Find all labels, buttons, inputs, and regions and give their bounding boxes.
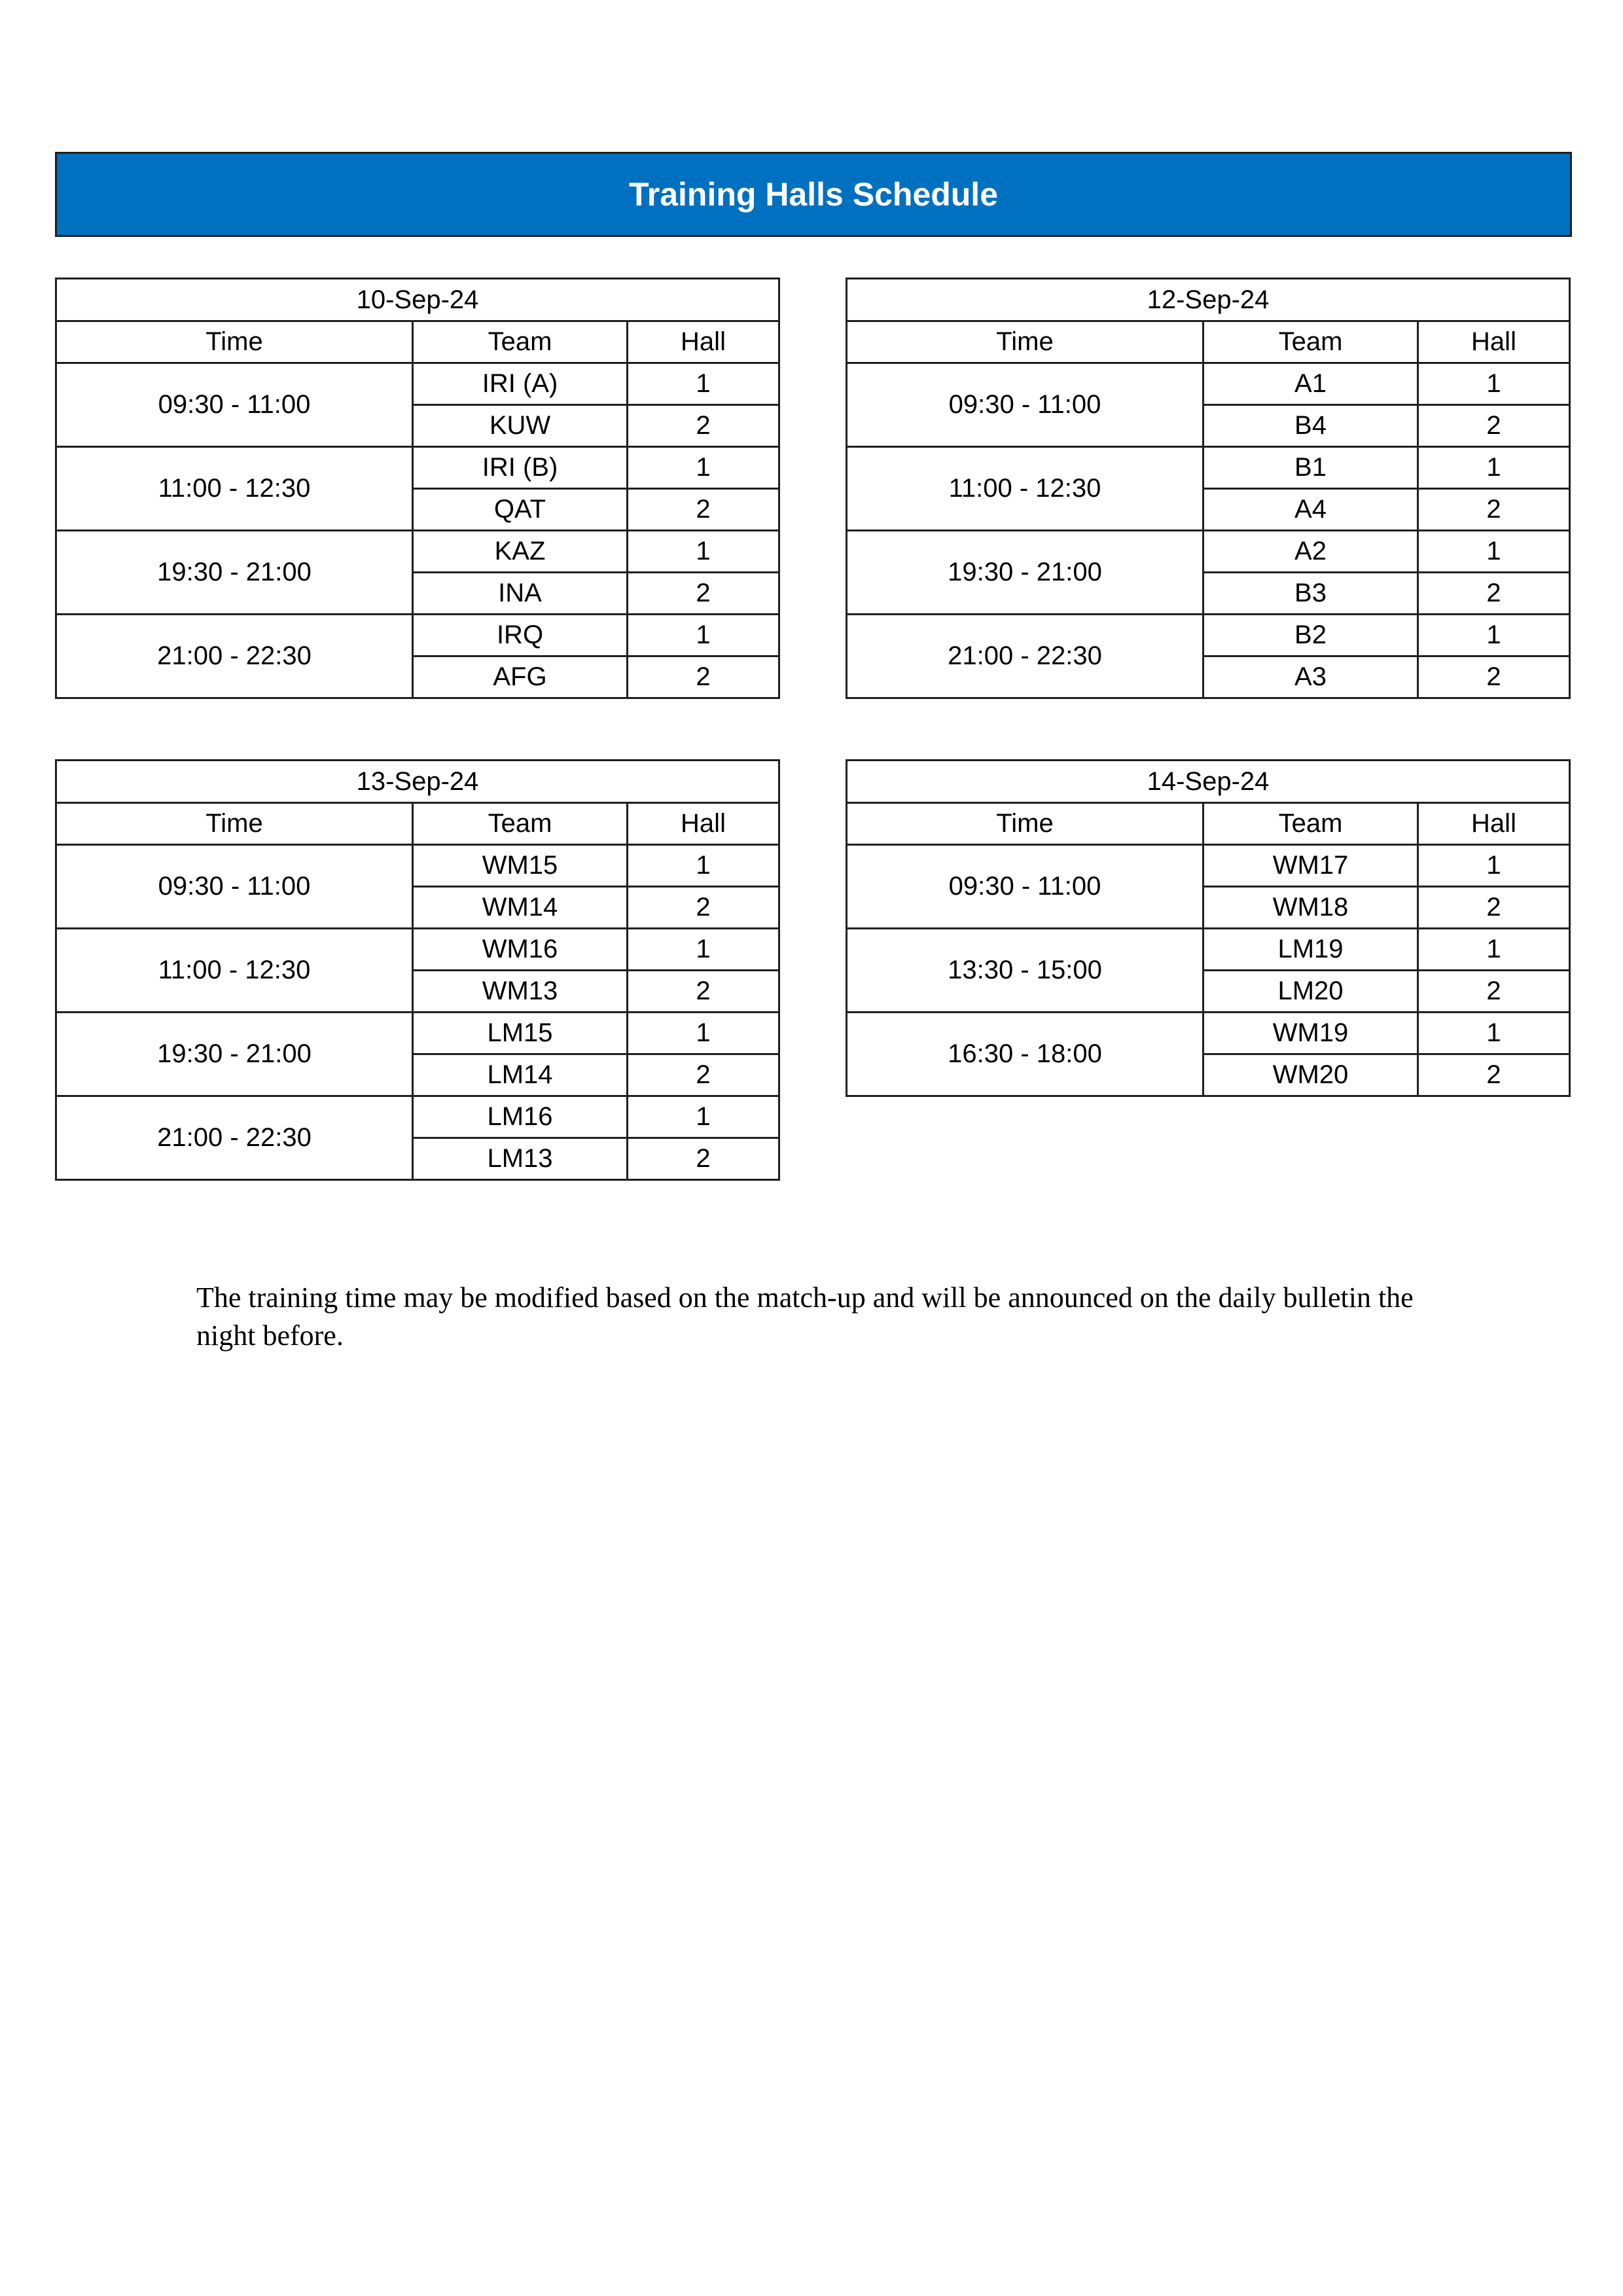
table-row <box>847 845 1570 887</box>
header-row <box>56 321 779 363</box>
table-row <box>847 615 1570 656</box>
table-date: 10-Sep-24 <box>56 279 779 321</box>
page-title: Training Halls Schedule <box>628 176 999 213</box>
hall-cell: 2 <box>628 971 779 1013</box>
hall-cell: 1 <box>1418 929 1570 971</box>
hall-cell: 2 <box>1418 656 1570 698</box>
time-slot: 19:30 - 21:00 <box>847 531 1204 615</box>
table-row <box>56 531 779 573</box>
schedule-table <box>846 278 1571 699</box>
hall-cell: 1 <box>628 363 779 405</box>
team-cell: INA <box>413 573 628 615</box>
team-cell: KUW <box>413 405 628 447</box>
table-row <box>56 929 779 971</box>
column-header-hall: Hall <box>628 321 779 363</box>
hall-cell: 2 <box>628 405 779 447</box>
team-cell: WM17 <box>1204 845 1418 887</box>
team-cell: LM16 <box>413 1096 628 1138</box>
column-header-time: Time <box>56 803 413 845</box>
hall-cell: 1 <box>628 929 779 971</box>
team-cell: AFG <box>413 656 628 698</box>
team-cell: WM18 <box>1204 887 1418 929</box>
time-slot: 09:30 - 11:00 <box>56 845 413 929</box>
schedule-table <box>55 278 780 699</box>
column-header-team: Team <box>413 321 628 363</box>
hall-cell: 2 <box>628 656 779 698</box>
table-row <box>847 929 1570 971</box>
table-row <box>56 1096 779 1138</box>
team-cell: LM15 <box>413 1013 628 1054</box>
header-row <box>56 803 779 845</box>
team-cell: LM20 <box>1204 971 1418 1013</box>
hall-cell: 1 <box>1418 615 1570 656</box>
schedule-table <box>846 759 1571 1097</box>
time-slot: 09:30 - 11:00 <box>56 363 413 447</box>
team-cell: WM15 <box>413 845 628 887</box>
time-slot: 13:30 - 15:00 <box>847 929 1204 1013</box>
hall-cell: 2 <box>628 489 779 531</box>
hall-cell: 2 <box>628 1138 779 1180</box>
hall-cell: 2 <box>1418 405 1570 447</box>
hall-cell: 2 <box>628 1054 779 1096</box>
table-date: 14-Sep-24 <box>847 761 1570 803</box>
hall-cell: 2 <box>1418 887 1570 929</box>
time-slot: 19:30 - 21:00 <box>56 531 413 615</box>
team-cell: A4 <box>1204 489 1418 531</box>
hall-cell: 1 <box>1418 1013 1570 1054</box>
column-header-hall: Hall <box>1418 803 1570 845</box>
header-row <box>847 321 1570 363</box>
hall-cell: 2 <box>628 887 779 929</box>
team-cell: B1 <box>1204 447 1418 489</box>
schedule-table <box>55 759 780 1181</box>
time-slot: 21:00 - 22:30 <box>56 1096 413 1180</box>
time-slot: 09:30 - 11:00 <box>847 845 1204 929</box>
team-cell: KAZ <box>413 531 628 573</box>
table-row <box>56 615 779 656</box>
table-date: 12-Sep-24 <box>847 279 1570 321</box>
hall-cell: 1 <box>628 531 779 573</box>
date-row <box>847 279 1570 321</box>
time-slot: 19:30 - 21:00 <box>56 1013 413 1096</box>
team-cell: WM13 <box>413 971 628 1013</box>
team-cell: LM19 <box>1204 929 1418 971</box>
team-cell: A3 <box>1204 656 1418 698</box>
hall-cell: 1 <box>1418 531 1570 573</box>
table-row <box>847 1013 1570 1054</box>
team-cell: IRQ <box>413 615 628 656</box>
column-header-team: Team <box>1204 321 1418 363</box>
team-cell: B2 <box>1204 615 1418 656</box>
hall-cell: 1 <box>628 845 779 887</box>
team-cell: WM19 <box>1204 1013 1418 1054</box>
time-slot: 11:00 - 12:30 <box>56 447 413 531</box>
table-row <box>56 1013 779 1054</box>
team-cell: B3 <box>1204 573 1418 615</box>
table-row <box>56 447 779 489</box>
hall-cell: 1 <box>628 1013 779 1054</box>
team-cell: IRI (A) <box>413 363 628 405</box>
column-header-team: Team <box>413 803 628 845</box>
team-cell: IRI (B) <box>413 447 628 489</box>
hall-cell: 1 <box>628 447 779 489</box>
table-row <box>847 531 1570 573</box>
team-cell: QAT <box>413 489 628 531</box>
team-cell: A1 <box>1204 363 1418 405</box>
hall-cell: 2 <box>1418 1054 1570 1096</box>
hall-cell: 2 <box>1418 573 1570 615</box>
column-header-team: Team <box>1204 803 1418 845</box>
date-row <box>56 279 779 321</box>
table-row <box>56 363 779 405</box>
date-row <box>56 761 779 803</box>
time-slot: 16:30 - 18:00 <box>847 1013 1204 1096</box>
hall-cell: 2 <box>628 573 779 615</box>
schedule-note: The training time may be modified based on the match-up and will be announced on the daily bulletin the night before. <box>196 1282 1414 1352</box>
hall-cell: 1 <box>628 615 779 656</box>
column-header-time: Time <box>847 321 1204 363</box>
column-header-hall: Hall <box>628 803 779 845</box>
hall-cell: 2 <box>1418 489 1570 531</box>
table-date: 13-Sep-24 <box>56 761 779 803</box>
column-header-hall: Hall <box>1418 321 1570 363</box>
hall-cell: 1 <box>1418 363 1570 405</box>
time-slot: 21:00 - 22:30 <box>56 615 413 698</box>
table-row <box>847 363 1570 405</box>
header-row <box>847 803 1570 845</box>
time-slot: 09:30 - 11:00 <box>847 363 1204 447</box>
table-row <box>847 447 1570 489</box>
date-row <box>847 761 1570 803</box>
team-cell: WM14 <box>413 887 628 929</box>
column-header-time: Time <box>847 803 1204 845</box>
hall-cell: 1 <box>1418 845 1570 887</box>
time-slot: 21:00 - 22:30 <box>847 615 1204 698</box>
team-cell: A2 <box>1204 531 1418 573</box>
team-cell: WM20 <box>1204 1054 1418 1096</box>
title-banner <box>55 152 1572 237</box>
table-row <box>56 845 779 887</box>
team-cell: LM13 <box>413 1138 628 1180</box>
column-header-time: Time <box>56 321 413 363</box>
team-cell: B4 <box>1204 405 1418 447</box>
time-slot: 11:00 - 12:30 <box>56 929 413 1013</box>
hall-cell: 1 <box>628 1096 779 1138</box>
time-slot: 11:00 - 12:30 <box>847 447 1204 531</box>
team-cell: LM14 <box>413 1054 628 1096</box>
team-cell: WM16 <box>413 929 628 971</box>
hall-cell: 1 <box>1418 447 1570 489</box>
hall-cell: 2 <box>1418 971 1570 1013</box>
